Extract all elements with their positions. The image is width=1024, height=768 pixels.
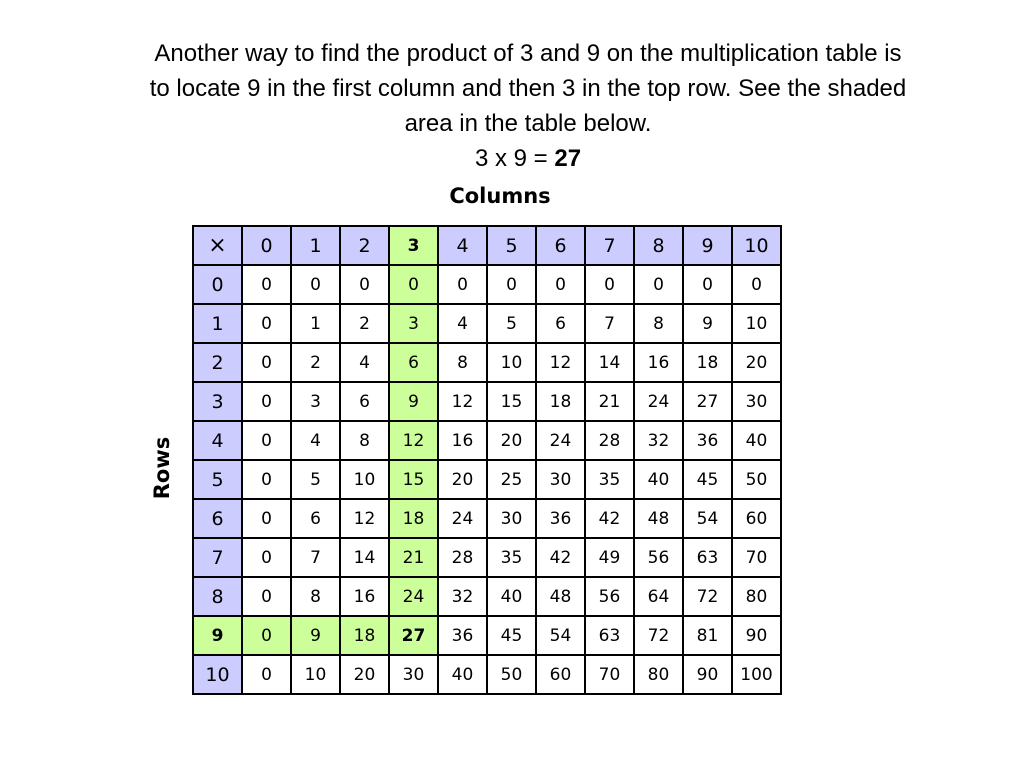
table-row-4 [193, 421, 781, 460]
table-cell: 2 [340, 304, 389, 343]
table-cell: 60 [536, 655, 585, 694]
table-cell: 0 [242, 499, 291, 538]
table-cell: 36 [536, 499, 585, 538]
row-header-9: 9 [193, 616, 242, 655]
table-cell: 0 [487, 265, 536, 304]
table-row-10 [193, 655, 781, 694]
equation-prefix: 3 x 9 = [474, 145, 555, 172]
table-cell: 0 [242, 577, 291, 616]
row-header-10: 10 [193, 655, 242, 694]
table-cell: 0 [536, 265, 585, 304]
table-cell: 1 [291, 304, 340, 343]
table-cell: 21 [389, 538, 438, 577]
table-cell: 4 [438, 304, 487, 343]
row-header-4: 4 [193, 421, 242, 460]
table-cell: 70 [585, 655, 634, 694]
table-cell: 5 [487, 304, 536, 343]
table-cell: 30 [536, 460, 585, 499]
table-cell: 10 [340, 460, 389, 499]
row-header-7: 7 [193, 538, 242, 577]
table-cell: 0 [242, 538, 291, 577]
table-cell: 24 [536, 421, 585, 460]
table-cell: 18 [683, 343, 732, 382]
column-header-4: 4 [438, 226, 487, 265]
table-cell: 64 [634, 577, 683, 616]
table-cell: 48 [536, 577, 585, 616]
table-cell: 18 [389, 499, 438, 538]
table-cell: 0 [389, 265, 438, 304]
table-cell: 10 [487, 343, 536, 382]
table-cell: 24 [389, 577, 438, 616]
table-cell: 0 [438, 265, 487, 304]
table-cell: 63 [683, 538, 732, 577]
table-cell: 30 [487, 499, 536, 538]
table-cell: 40 [487, 577, 536, 616]
table-cell: 0 [242, 265, 291, 304]
table-cell: 8 [340, 421, 389, 460]
table-cell: 12 [536, 343, 585, 382]
table-cell: 15 [487, 382, 536, 421]
table-cell: 16 [634, 343, 683, 382]
table-cell: 0 [732, 265, 781, 304]
columns-label: Columns [449, 184, 551, 208]
table-cell: 21 [585, 382, 634, 421]
table-cell: 56 [585, 577, 634, 616]
table-cell: 32 [634, 421, 683, 460]
table-cell: 36 [683, 421, 732, 460]
column-header-2: 2 [340, 226, 389, 265]
table-cell: 27 [683, 382, 732, 421]
table-cell: 10 [732, 304, 781, 343]
table-cell: 42 [536, 538, 585, 577]
row-header-2: 2 [193, 343, 242, 382]
table-cell: 16 [438, 421, 487, 460]
table-cell: 12 [340, 499, 389, 538]
table-row-8 [193, 577, 781, 616]
table-row-0 [193, 265, 781, 304]
caption-line-1: Another way to find the product of 3 and 9 on the multiplication table is [154, 40, 902, 67]
table-cell: 30 [732, 382, 781, 421]
table-row-9 [193, 616, 781, 655]
table-cell: 32 [438, 577, 487, 616]
table-cell: 6 [340, 382, 389, 421]
table-cell: 14 [340, 538, 389, 577]
table-cell: 9 [291, 616, 340, 655]
row-header-8: 8 [193, 577, 242, 616]
table-row-5 [193, 460, 781, 499]
table-cell: 10 [291, 655, 340, 694]
table-cell: 90 [683, 655, 732, 694]
table-cell: 36 [438, 616, 487, 655]
equation-result: 27 [554, 145, 582, 172]
table-cell: 0 [242, 616, 291, 655]
column-header-5: 5 [487, 226, 536, 265]
table-cell: 0 [242, 304, 291, 343]
table-cell: 6 [536, 304, 585, 343]
table-cell: 72 [634, 616, 683, 655]
column-header-1: 1 [291, 226, 340, 265]
table-cell: 8 [291, 577, 340, 616]
table-cell: 90 [732, 616, 781, 655]
table-cell: 0 [340, 265, 389, 304]
table-cell: 4 [291, 421, 340, 460]
table-cell: 20 [438, 460, 487, 499]
table-cell: 7 [585, 304, 634, 343]
table-cell: 20 [487, 421, 536, 460]
table-cell: 0 [242, 343, 291, 382]
table-cell: 7 [291, 538, 340, 577]
table-cell: 48 [634, 499, 683, 538]
table-cell: 30 [389, 655, 438, 694]
table-row-2 [193, 343, 781, 382]
table-cell: 12 [389, 421, 438, 460]
column-header-10: 10 [732, 226, 781, 265]
row-header-5: 5 [193, 460, 242, 499]
table-cell: 9 [683, 304, 732, 343]
row-header-0: 0 [193, 265, 242, 304]
table-cell: 12 [438, 382, 487, 421]
table-cell: 0 [242, 421, 291, 460]
table-cell: 56 [634, 538, 683, 577]
table-cell: 15 [389, 460, 438, 499]
table-cell: 0 [585, 265, 634, 304]
column-header-6: 6 [536, 226, 585, 265]
table-cell: 16 [340, 577, 389, 616]
table-row-7 [193, 538, 781, 577]
caption-line-3: area in the table below. [404, 110, 652, 137]
column-header-3: 3 [389, 226, 438, 265]
table-cell: 100 [732, 655, 781, 694]
table-row-3 [193, 382, 781, 421]
table-cell: 40 [438, 655, 487, 694]
table-cell: 45 [487, 616, 536, 655]
row-header-3: 3 [193, 382, 242, 421]
table-cell: 0 [242, 460, 291, 499]
table-cell: 54 [536, 616, 585, 655]
table-cell: 5 [291, 460, 340, 499]
table-cell: 20 [340, 655, 389, 694]
table-cell: 14 [585, 343, 634, 382]
table-cell: 8 [438, 343, 487, 382]
table-cell: 80 [634, 655, 683, 694]
table-cell: 24 [438, 499, 487, 538]
table-cell: 2 [291, 343, 340, 382]
column-header-0: 0 [242, 226, 291, 265]
table-cell: 60 [732, 499, 781, 538]
row-header-6: 6 [193, 499, 242, 538]
rows-label: Rows [150, 436, 174, 500]
table-cell: 35 [585, 460, 634, 499]
caption-line-2: to locate 9 in the first column and then 3 in the top row. See the shaded [149, 75, 907, 102]
row-header-1: 1 [193, 304, 242, 343]
table-cell: 63 [585, 616, 634, 655]
table-cell: 3 [291, 382, 340, 421]
column-header-8: 8 [634, 226, 683, 265]
equation [90, 141, 966, 176]
table-cell: 42 [585, 499, 634, 538]
table-cell: 6 [389, 343, 438, 382]
table-cell: 50 [487, 655, 536, 694]
table-cell: 40 [732, 421, 781, 460]
table-cell: 80 [732, 577, 781, 616]
table-cell: 0 [291, 265, 340, 304]
table-cell: 50 [732, 460, 781, 499]
table-cell: 28 [585, 421, 634, 460]
table-cell: 28 [438, 538, 487, 577]
column-header-9: 9 [683, 226, 732, 265]
table-cell: 24 [634, 382, 683, 421]
table-cell: 54 [683, 499, 732, 538]
table-cell: 0 [634, 265, 683, 304]
table-row-6 [193, 499, 781, 538]
caption [90, 36, 966, 176]
table-cell: 45 [683, 460, 732, 499]
table-cell: 72 [683, 577, 732, 616]
table-cell: 27 [389, 616, 438, 655]
table-row-1 [193, 304, 781, 343]
column-header-7: 7 [585, 226, 634, 265]
table-cell: 18 [536, 382, 585, 421]
table-cell: 18 [340, 616, 389, 655]
table-cell: 70 [732, 538, 781, 577]
table-cell: 8 [634, 304, 683, 343]
multiplication-table-body [193, 226, 781, 694]
table-cell: 20 [732, 343, 781, 382]
header-row [193, 226, 781, 265]
table-cell: 0 [242, 382, 291, 421]
table-cell: 81 [683, 616, 732, 655]
table-cell: 35 [487, 538, 536, 577]
multiplication-table [192, 225, 782, 695]
table-cell: 0 [683, 265, 732, 304]
table-cell: 4 [340, 343, 389, 382]
corner-cell: × [193, 226, 242, 265]
table-cell: 3 [389, 304, 438, 343]
table-cell: 49 [585, 538, 634, 577]
table-cell: 0 [242, 655, 291, 694]
table-cell: 25 [487, 460, 536, 499]
table-cell: 6 [291, 499, 340, 538]
table-cell: 40 [634, 460, 683, 499]
table-cell: 9 [389, 382, 438, 421]
